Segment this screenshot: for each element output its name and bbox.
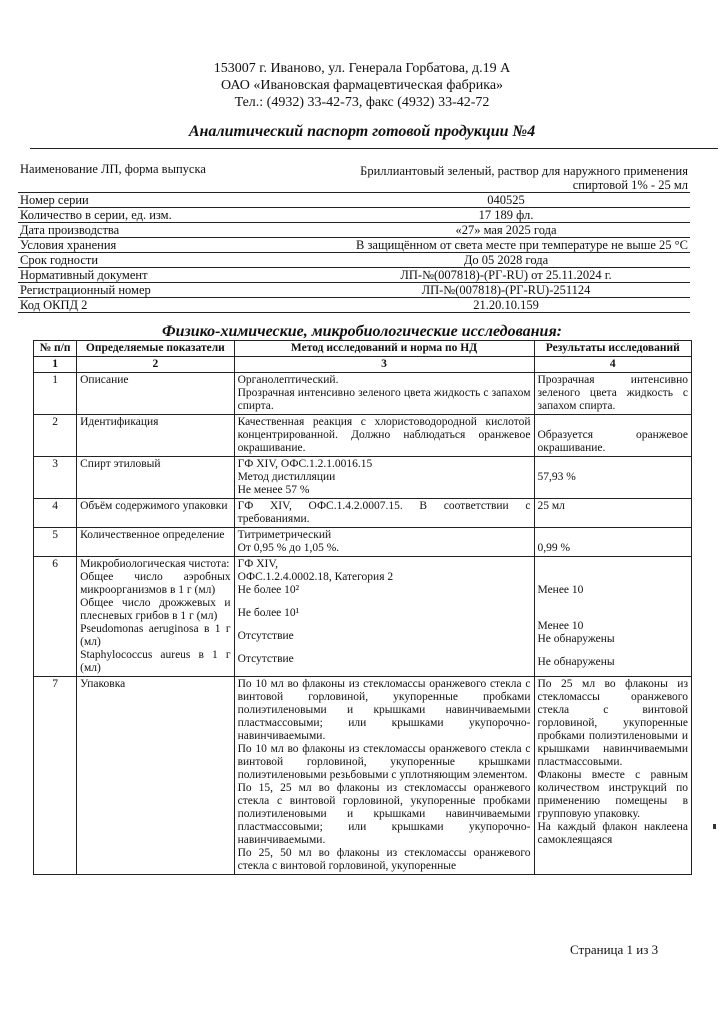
spacer <box>238 620 531 630</box>
spacer <box>238 597 531 607</box>
info-label: Регистрационный номер <box>18 283 322 298</box>
row-parameter: Спирт этиловый <box>77 457 234 499</box>
row-method <box>234 677 534 875</box>
method-line: Не более 10¹ <box>237 607 300 619</box>
method-line: ГФ XIV, ОФС.1.2.1.0016.15 <box>237 458 373 470</box>
info-row <box>18 268 690 283</box>
info-value: До 05 2028 года <box>322 253 690 268</box>
info-row <box>18 193 690 208</box>
method-line: Прозрачная интенсивно зеленого цвета жидкость с запахом спирта. <box>237 387 531 412</box>
row-method <box>234 373 534 415</box>
table-row <box>34 557 692 677</box>
row-result: Прозрачная интенсивно зеленого цвета жидкость с запахом спирта. <box>534 373 692 415</box>
page-number: Страница 1 из 3 <box>570 942 659 957</box>
spacer <box>538 558 689 584</box>
header-cell-number: № п/п <box>34 341 77 357</box>
row-method: ГФ XIV, ОФС.1.4.2.0007.15. В соответствии с требованиями. <box>234 499 534 528</box>
info-value: 17 189 фл. <box>322 208 690 223</box>
result-paragraph: На каждый флакон наклеена самоклеящаяся <box>537 821 688 846</box>
row-parameter: Объём содержимого упаковки <box>77 499 234 528</box>
scan-mark <box>713 824 716 829</box>
info-row <box>18 158 690 193</box>
row-method <box>234 557 534 677</box>
info-label: Наименование ЛП, форма выпуска <box>18 158 322 193</box>
row-parameter: Идентификация <box>77 415 234 457</box>
analysis-table <box>33 340 692 875</box>
column-number: 3 <box>234 357 534 373</box>
header-cell-parameter: Определяемые показатели <box>77 341 234 357</box>
method-line: ГФ XIV, <box>237 558 279 570</box>
method-paragraph: По 10 мл во флаконы из стекломассы оранжевого стекла с винтовой горловиной, укупоренные крышками полиэтиленовыми резьбовыми с уплотняющим элементом. <box>237 743 531 781</box>
method-line: Не менее 57 % <box>237 484 310 496</box>
row-number: 3 <box>34 457 77 499</box>
method-paragraph: По 25, 50 мл во флаконы из стекломассы оранжевого стекла с винтовой горловиной, укупоренные <box>237 847 531 872</box>
result-line: Менее 10 <box>537 620 584 632</box>
info-label: Код ОКПД 2 <box>18 298 322 313</box>
company-name: ОАО «Ивановская фармацевтическая фабрика» <box>220 78 504 93</box>
info-row <box>18 253 690 268</box>
row-parameter: Описание <box>77 373 234 415</box>
spacer <box>238 643 531 653</box>
info-label: Дата производства <box>18 223 322 238</box>
row-method: Качественная реакция с хлористоводородной кислотой концентрированной. Должно наблюдаться оранжевое окрашивание. <box>234 415 534 457</box>
section-title: Физико-химические, микробиологические исследования: <box>161 323 563 340</box>
header-cell-result: Результаты исследований <box>534 341 692 357</box>
row-result <box>534 677 692 875</box>
row-method <box>234 528 534 557</box>
table-row <box>34 528 692 557</box>
row-number: 4 <box>34 499 77 528</box>
info-value: В защищённом от света месте при температуре не выше 25 °С <box>322 238 690 253</box>
row-parameter: Упаковка <box>77 677 234 875</box>
address-line: 153007 г. Иваново, ул. Генерала Горбатова, д.19 А <box>213 61 511 76</box>
result-line: Не обнаружены <box>537 656 615 668</box>
method-line: Титриметрический <box>237 529 332 541</box>
title-divider <box>30 148 718 149</box>
table-header-row <box>34 341 692 357</box>
method-line: Отсутствие <box>237 653 294 665</box>
info-value: Бриллиантовый зеленый, раствор для наружного применения спиртовой 1% - 25 мл <box>322 158 690 193</box>
spacer <box>538 646 689 656</box>
table-row <box>34 677 692 875</box>
parameter-line: Staphylococcus aureus в 1 г (мл) <box>80 649 231 674</box>
row-result: 0,99 % <box>534 528 692 557</box>
spacer <box>538 597 689 620</box>
result-paragraph: Флаконы вместе с равным количеством инструкций по применению помещены в групповую упаковку. <box>537 769 688 820</box>
method-line: От 0,95 % до 1,05 %. <box>237 542 340 554</box>
info-row <box>18 208 690 223</box>
result-line: Менее 10 <box>537 584 584 596</box>
row-result <box>534 557 692 677</box>
column-number: 1 <box>34 357 77 373</box>
info-value: 21.20.10.159 <box>322 298 690 313</box>
info-label: Условия хранения <box>18 238 322 253</box>
info-value: «27» мая 2025 года <box>322 223 690 238</box>
info-label: Нормативный документ <box>18 268 322 283</box>
row-result: 25 мл <box>534 499 692 528</box>
info-value: 040525 <box>322 193 690 208</box>
method-paragraph: По 10 мл во флаконы из стекломассы оранжевого стекла с винтовой горловиной, укупоренные пробками полиэтиленовыми и крышками навинчиваемыми пластмассовыми; или крышками укупорочно-навинчиваемыми. <box>237 678 531 742</box>
info-row <box>18 298 690 313</box>
table-row <box>34 415 692 457</box>
table-row <box>34 457 692 499</box>
info-value: ЛП-№(007818)-(РГ-RU)-251124 <box>322 283 690 298</box>
table-row <box>34 373 692 415</box>
method-line: Органолептический. <box>237 374 339 386</box>
column-number: 2 <box>77 357 234 373</box>
row-number: 5 <box>34 528 77 557</box>
row-result: 57,93 % <box>534 457 692 499</box>
row-number: 6 <box>34 557 77 677</box>
row-number: 1 <box>34 373 77 415</box>
info-label: Количество в серии, ед. изм. <box>18 208 322 223</box>
header-cell-method: Метод исследований и норма по НД <box>234 341 534 357</box>
result-paragraph: По 25 мл во флаконы из стекломассы оранжевого стекла с винтовой горловиной, укупоренные пробками полиэтиленовыми и крышками навинчиваемыми пластмассовыми. <box>537 678 688 768</box>
document-title: Аналитический паспорт готовой продукции №4 <box>188 123 536 140</box>
info-label: Номер серии <box>18 193 322 208</box>
column-number: 4 <box>534 357 692 373</box>
row-result: Образуется оранжевое окрашивание. <box>534 415 692 457</box>
info-row <box>18 223 690 238</box>
info-value: ЛП-№(007818)-(РГ-RU) от 25.11.2024 г. <box>322 268 690 283</box>
table-row <box>34 499 692 528</box>
result-line: Не обнаружены <box>537 633 615 645</box>
method-line: Отсутствие <box>237 630 294 642</box>
parameter-line: Микробиологическая чистота: <box>80 558 230 570</box>
info-row <box>18 283 690 298</box>
product-info-table <box>18 158 690 313</box>
row-method <box>234 457 534 499</box>
row-number: 7 <box>34 677 77 875</box>
info-label: Срок годности <box>18 253 322 268</box>
row-parameter: Количественное определение <box>77 528 234 557</box>
column-number-row <box>34 357 692 373</box>
info-row <box>18 238 690 253</box>
method-line: ОФС.1.2.4.0002.18, Категория 2 <box>237 571 394 583</box>
parameter-line: Общее число аэробных микроорганизмов в 1 г (мл) <box>80 571 231 596</box>
row-parameter <box>77 557 234 677</box>
phone-line: Тел.: (4932) 33-42-73, факс (4932) 33-42-72 <box>234 95 490 110</box>
method-line: Не более 10² <box>237 584 300 596</box>
method-line: Метод дистилляции <box>237 471 336 483</box>
parameter-line: Pseudomonas aeruginosa в 1 г (мл) <box>80 623 231 648</box>
method-paragraph: По 15, 25 мл во флаконы из стекломассы оранжевого стекла с винтовой горловиной, укупоренные пробками полиэтиленовыми и крышками навинчиваемыми пластмассовыми; или крышками укупорочно-навинчиваемыми. <box>237 782 531 846</box>
parameter-line: Общее число дрожжевых и плесневых грибов в 1 г (мл) <box>80 597 231 622</box>
row-number: 2 <box>34 415 77 457</box>
